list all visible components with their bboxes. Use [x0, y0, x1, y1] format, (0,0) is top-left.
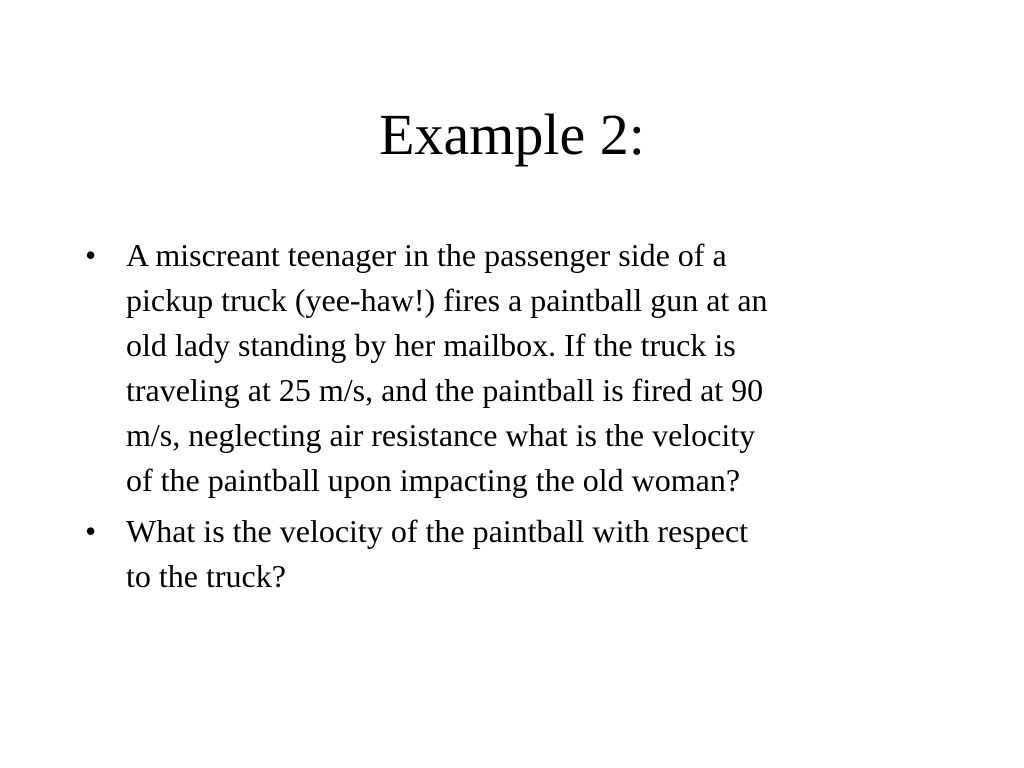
bullet-icon: • [85, 513, 97, 549]
bullet-text: A miscreant teenager in the passenger side of a pickup truck (yee-haw!) fires a paintball gun at an old lady standing by her mailbox. If the truck is traveling at 25 m/s, and the paintball is fired at 90 m/s, neglecting air resistance what is the velocity of the paintball upon impacting the old woman? [126, 237, 768, 498]
bullet-icon: • [85, 237, 97, 273]
bullet-item-question-2 [82, 509, 942, 599]
bullet-list [82, 233, 942, 605]
bullet-item-question-1 [82, 233, 942, 503]
slide-title: Example 2: [379, 102, 645, 167]
bullet-text: What is the velocity of the paintball with respect to the truck? [126, 513, 749, 594]
